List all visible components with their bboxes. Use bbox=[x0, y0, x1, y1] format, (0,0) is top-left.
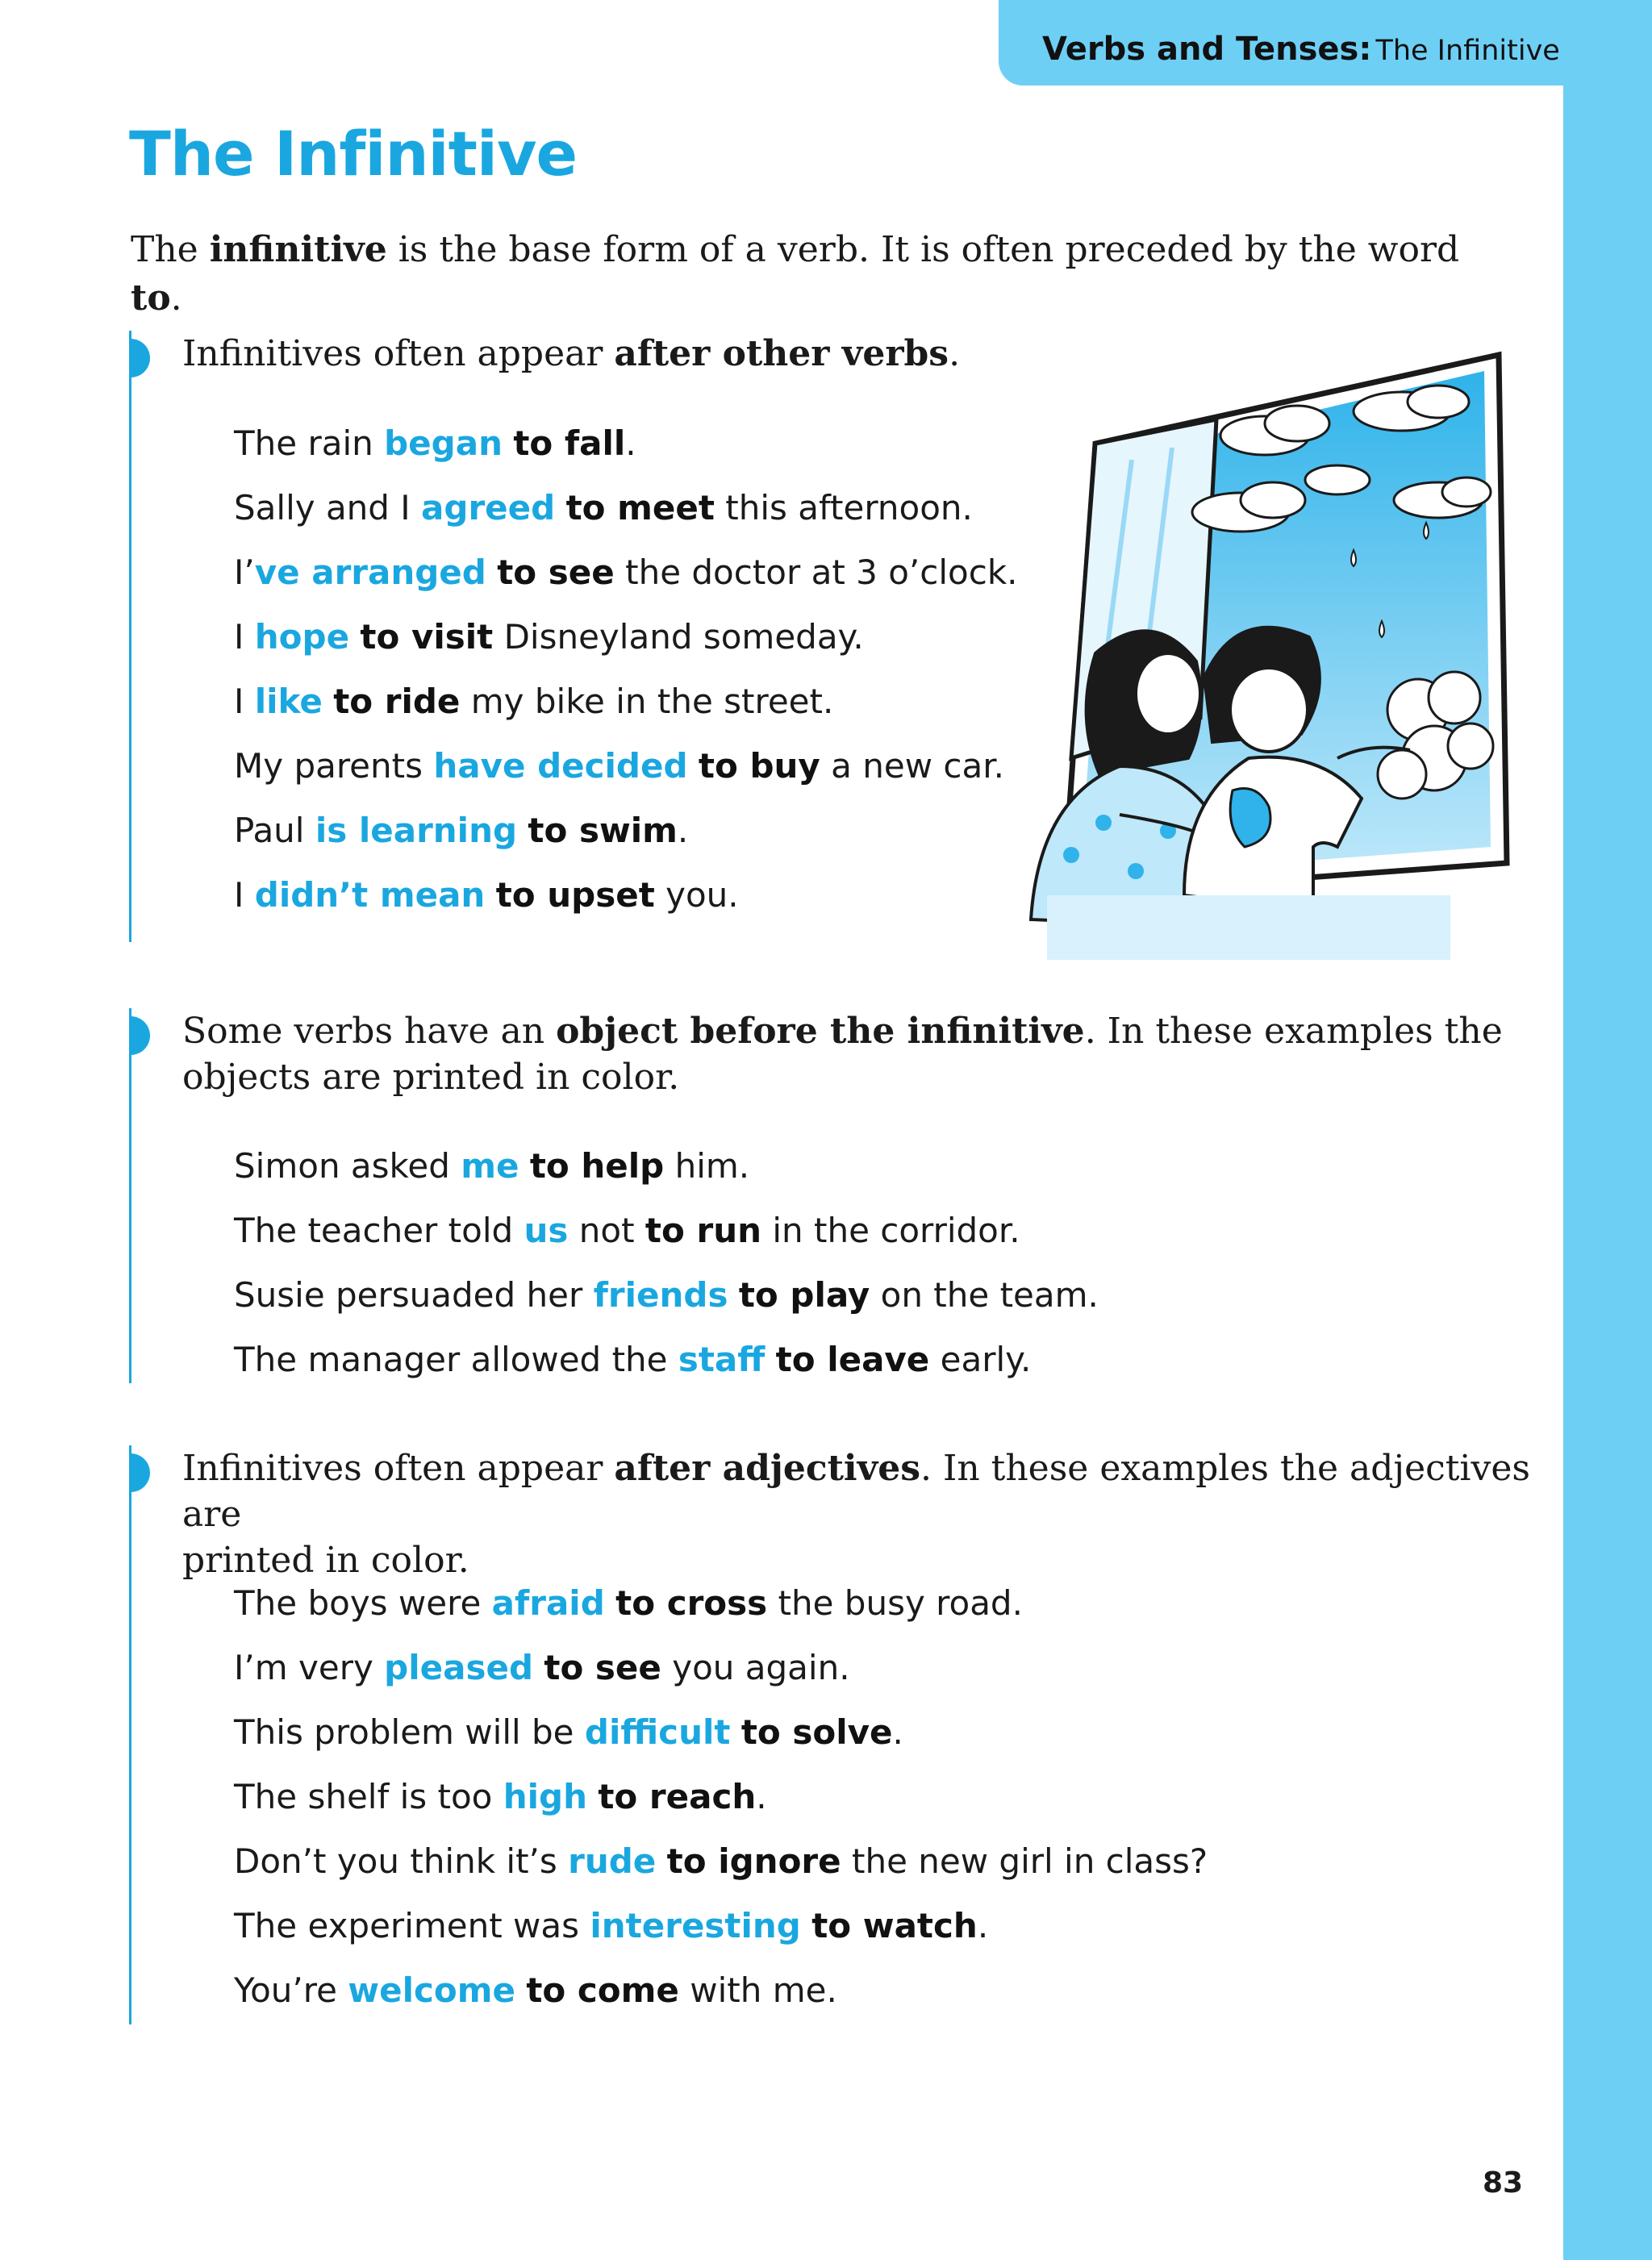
text-run bbox=[730, 1712, 740, 1752]
text-run: you. bbox=[654, 875, 739, 915]
text-run: The experiment was bbox=[234, 1906, 590, 1945]
bold-phrase: to cross bbox=[615, 1583, 768, 1623]
bold-phrase: to see bbox=[544, 1648, 661, 1687]
text-run: . bbox=[977, 1906, 989, 1945]
highlighted-word: welcome bbox=[348, 1970, 515, 2010]
text-run: the new girl in class? bbox=[841, 1841, 1208, 1881]
bold-phrase: to fall bbox=[513, 423, 626, 463]
example-sentence bbox=[234, 1273, 1099, 1318]
text-run bbox=[656, 1841, 666, 1881]
bold-phrase: to swim bbox=[528, 811, 678, 850]
highlighted-word: ve arranged bbox=[254, 552, 486, 592]
text-run: I’ bbox=[234, 552, 255, 592]
text-run: The shelf is too bbox=[234, 1777, 503, 1816]
example-sentence bbox=[234, 1968, 837, 2013]
highlighted-word: staff bbox=[678, 1340, 766, 1379]
running-header bbox=[999, 0, 1563, 85]
text-run: . In these examples the adjectives are bbox=[182, 1448, 1530, 1535]
example-sentence bbox=[234, 550, 1018, 595]
text-run: . In these examples the bbox=[1084, 1011, 1503, 1052]
highlighted-word: is learning bbox=[315, 811, 518, 850]
text-run: on the team. bbox=[870, 1275, 1099, 1315]
bold-phrase: to watch bbox=[811, 1906, 978, 1945]
header-section: Verbs and Tenses: bbox=[1042, 31, 1372, 68]
section-bullet-icon bbox=[129, 339, 150, 377]
bold-phrase: to visit bbox=[360, 617, 494, 657]
bold-phrase: after other verbs bbox=[614, 333, 949, 374]
text-run: you again. bbox=[661, 1648, 850, 1687]
text-run bbox=[555, 488, 565, 527]
example-sentence bbox=[234, 1337, 1031, 1382]
text-run bbox=[486, 552, 497, 592]
text-run: . bbox=[892, 1712, 903, 1752]
highlighted-word: didn’t mean bbox=[254, 875, 486, 915]
bold-phrase: to solve bbox=[740, 1712, 893, 1752]
text-run bbox=[519, 1146, 529, 1186]
text-run: in the corridor. bbox=[761, 1211, 1020, 1250]
text-run: him. bbox=[664, 1146, 750, 1186]
children-at-window-illustration bbox=[999, 339, 1515, 960]
text-run: Some verbs have an bbox=[182, 1011, 557, 1052]
text-run bbox=[605, 1583, 615, 1623]
text-run: The bbox=[131, 229, 210, 270]
bold-phrase: to upset bbox=[495, 875, 655, 915]
text-run: My parents bbox=[234, 746, 434, 786]
highlighted-word: rude bbox=[568, 1841, 657, 1881]
text-run: . bbox=[756, 1777, 767, 1816]
example-sentence bbox=[234, 1208, 1020, 1253]
text-run: Sally and I bbox=[234, 488, 422, 527]
highlighted-word: hope bbox=[254, 617, 350, 657]
example-sentence bbox=[234, 1645, 850, 1691]
intro-paragraph bbox=[131, 226, 1518, 323]
text-run: This problem will be bbox=[234, 1712, 585, 1752]
highlighted-word: like bbox=[254, 682, 323, 721]
bold-phrase: to come bbox=[526, 1970, 679, 2010]
text-run bbox=[801, 1906, 811, 1945]
section-rule bbox=[129, 331, 131, 942]
page-edge-band bbox=[1563, 0, 1652, 2260]
text-run bbox=[728, 1275, 738, 1315]
text-run: The rain bbox=[234, 423, 385, 463]
text-run: Don’t you think it’s bbox=[234, 1841, 569, 1881]
example-sentence bbox=[234, 421, 636, 466]
example-sentence bbox=[234, 1710, 903, 1755]
bold-phrase: to help bbox=[529, 1146, 665, 1186]
highlighted-word: pleased bbox=[384, 1648, 534, 1687]
text-run: I bbox=[234, 682, 255, 721]
text-run: Disneyland someday. bbox=[493, 617, 864, 657]
text-run: objects are printed in color. bbox=[182, 1057, 680, 1098]
text-run: . bbox=[170, 277, 182, 319]
text-run: a new car. bbox=[820, 746, 1005, 786]
text-run: . bbox=[949, 333, 961, 374]
text-run: Infinitives often appear bbox=[182, 1448, 615, 1489]
highlighted-word: afraid bbox=[491, 1583, 605, 1623]
text-run: The teacher told bbox=[234, 1211, 524, 1250]
highlighted-word: me bbox=[461, 1146, 519, 1186]
bold-phrase: to meet bbox=[565, 488, 715, 527]
text-run: this afternoon. bbox=[714, 488, 973, 527]
text-run: You’re bbox=[234, 1970, 348, 2010]
text-run bbox=[517, 811, 528, 850]
section-after-adjectives bbox=[129, 1445, 1549, 2024]
text-run: I bbox=[234, 617, 255, 657]
example-sentence bbox=[234, 486, 973, 531]
section-lead bbox=[182, 331, 960, 377]
text-run: the doctor at 3 o’clock. bbox=[614, 552, 1018, 592]
example-sentence bbox=[234, 1581, 1023, 1626]
section-rule bbox=[129, 1008, 131, 1383]
bold-phrase: after adjectives bbox=[614, 1448, 920, 1489]
bold-phrase: to play bbox=[738, 1275, 870, 1315]
section-lead bbox=[182, 1445, 1549, 1583]
section-rule bbox=[129, 1445, 131, 2024]
text-run: Simon asked bbox=[234, 1146, 461, 1186]
text-run: is the base form of a verb. It is often preceded by the word bbox=[386, 229, 1460, 270]
example-sentence bbox=[234, 615, 864, 660]
text-run: The manager allowed the bbox=[234, 1340, 678, 1379]
text-run bbox=[688, 746, 699, 786]
bold-phrase: to ignore bbox=[666, 1841, 841, 1881]
bold-phrase: to bbox=[131, 277, 171, 319]
text-run: the busy road. bbox=[767, 1583, 1023, 1623]
text-run: not bbox=[568, 1211, 645, 1250]
text-run bbox=[587, 1777, 598, 1816]
text-run: early. bbox=[929, 1340, 1032, 1379]
highlighted-word: high bbox=[503, 1777, 587, 1816]
text-run: my bike in the street. bbox=[460, 682, 834, 721]
section-lead bbox=[182, 1008, 1503, 1100]
section-bullet-icon bbox=[129, 1016, 150, 1055]
text-run: with me. bbox=[678, 1970, 837, 2010]
text-run bbox=[503, 423, 513, 463]
page-title: The Infinitive bbox=[129, 118, 578, 190]
bold-phrase: to leave bbox=[775, 1340, 930, 1379]
highlighted-word: us bbox=[524, 1211, 569, 1250]
example-sentence bbox=[234, 1839, 1208, 1884]
text-run: Susie persuaded her bbox=[234, 1275, 594, 1315]
text-run: Paul bbox=[234, 811, 315, 850]
highlighted-word: have decided bbox=[433, 746, 688, 786]
highlighted-word: agreed bbox=[421, 488, 556, 527]
text-run: . bbox=[625, 423, 636, 463]
text-run: The boys were bbox=[234, 1583, 492, 1623]
example-sentence bbox=[234, 808, 688, 853]
text-run: I’m very bbox=[234, 1648, 385, 1687]
highlighted-word: friends bbox=[593, 1275, 728, 1315]
example-sentence bbox=[234, 1144, 749, 1189]
page-number: 83 bbox=[1483, 2166, 1524, 2200]
text-run: I bbox=[234, 875, 255, 915]
text-run bbox=[349, 617, 360, 657]
text-run bbox=[323, 682, 333, 721]
text-run bbox=[533, 1648, 544, 1687]
text-run bbox=[515, 1970, 526, 2010]
section-bullet-icon bbox=[129, 1453, 150, 1492]
text-run bbox=[485, 875, 495, 915]
example-sentence bbox=[234, 873, 739, 918]
bold-phrase: to buy bbox=[698, 746, 820, 786]
example-sentence bbox=[234, 744, 1004, 789]
text-run bbox=[765, 1340, 775, 1379]
text-run: Infinitives often appear bbox=[182, 333, 615, 374]
highlighted-word: difficult bbox=[584, 1712, 731, 1752]
highlighted-word: began bbox=[384, 423, 503, 463]
text-run: printed in color. bbox=[182, 1540, 469, 1581]
bold-phrase: object before the infinitive bbox=[556, 1011, 1085, 1052]
text-run: . bbox=[677, 811, 689, 850]
bold-phrase: to run bbox=[645, 1211, 761, 1250]
bold-phrase: to reach bbox=[598, 1777, 757, 1816]
example-sentence bbox=[234, 1903, 988, 1949]
bold-phrase: infinitive bbox=[209, 229, 387, 270]
bold-phrase: to ride bbox=[333, 682, 461, 721]
example-sentence bbox=[234, 1774, 767, 1820]
highlighted-word: interesting bbox=[590, 1906, 801, 1945]
example-sentence bbox=[234, 679, 833, 724]
header-subsection: The Infinitive bbox=[1375, 35, 1560, 67]
bold-phrase: to see bbox=[497, 552, 615, 592]
section-object-before-infinitive bbox=[129, 1008, 1549, 1383]
